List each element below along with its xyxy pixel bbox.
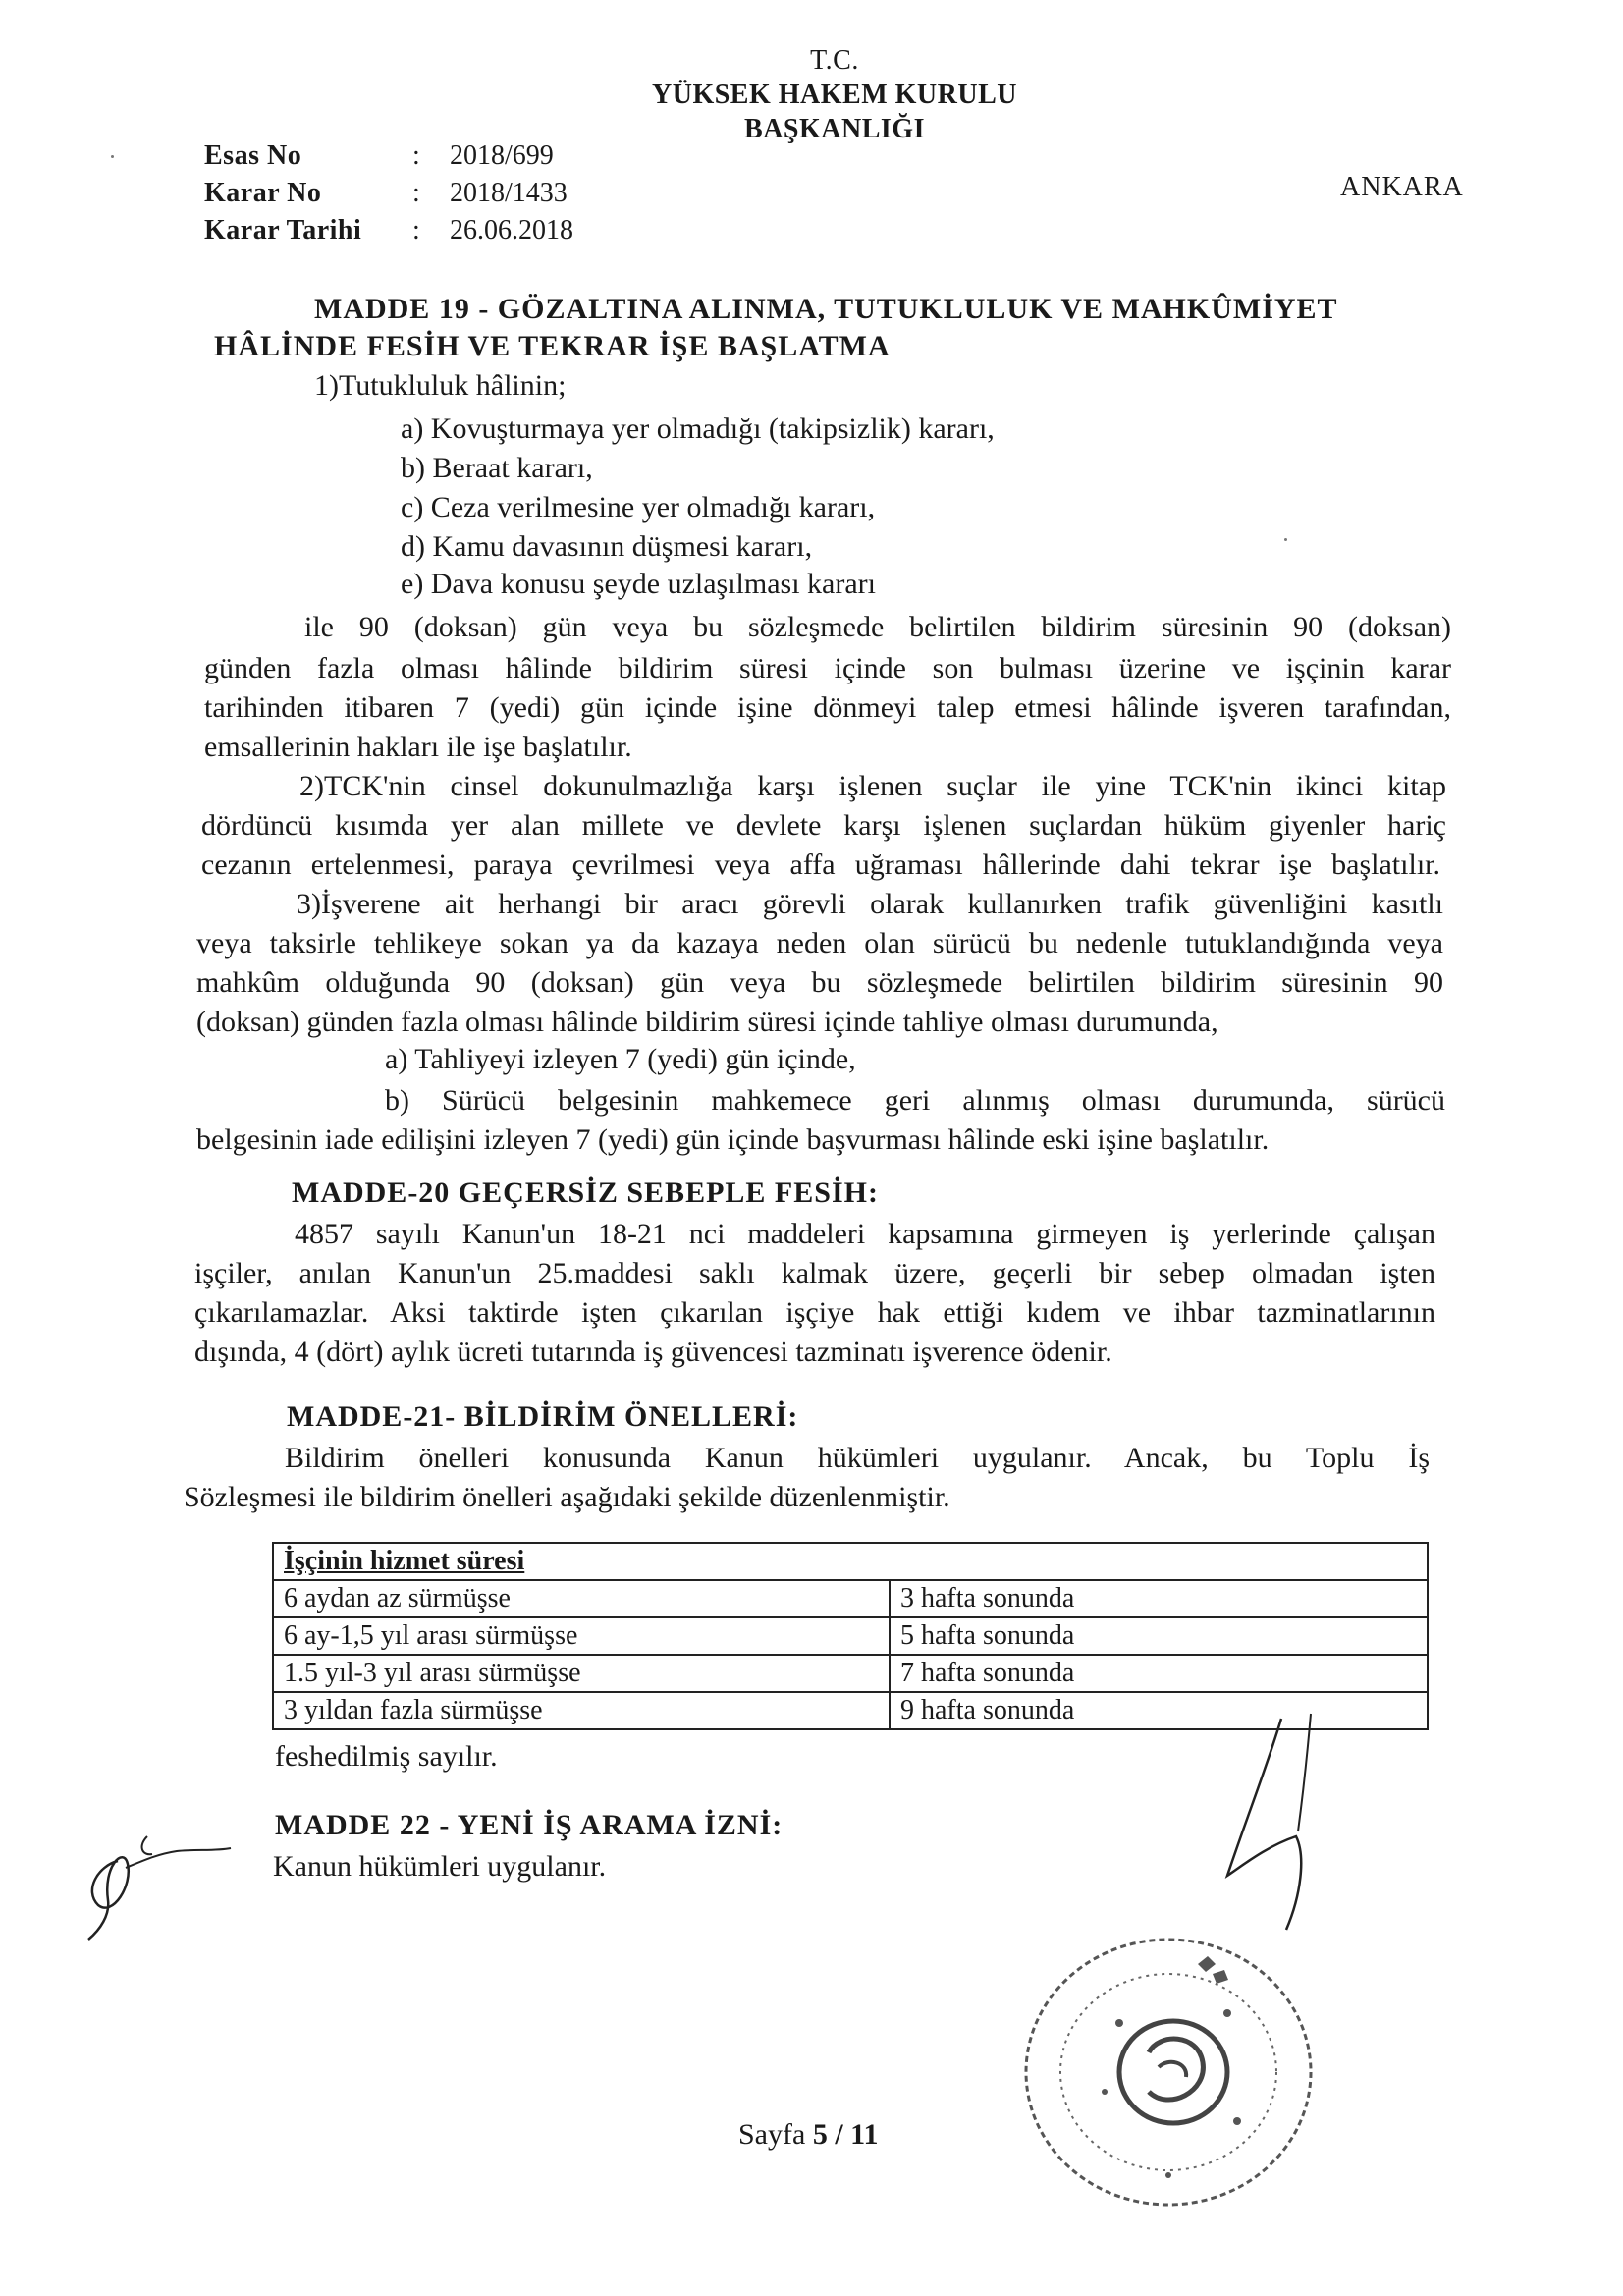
table-row (273, 1580, 1428, 1617)
page-number-prefix: Sayfa (738, 2118, 806, 2151)
madde20-line: işçiler, anılan Kanun'un 25.maddesi saklı kalmak üzere, geçerli bir sebep olmadan işten (194, 1257, 1435, 1289)
madde21-line: Sözleşmesi ile bildirim önelleri aşağıdaki şekilde düzenlenmiştir. (184, 1481, 950, 1513)
header-city: ANKARA (1340, 172, 1464, 202)
table-cell-period: 1.5 yıl-3 yıl arası sürmüşse (273, 1655, 890, 1692)
madde19-p1-intro: 1)Tutukluluk hâlinin; (314, 369, 567, 402)
list-item: b) Beraat kararı, (401, 452, 593, 484)
madde20-line: 4857 sayılı Kanun'un 18-21 nci maddeleri kapsamına girmeyen iş yerlerinde çalışan (295, 1218, 1435, 1250)
header-institution-line2: BAŞKANLIĞI (744, 114, 925, 144)
signature-left-image (59, 1807, 255, 1954)
madde19-p3-item-a: a) Tahliyeyi izleyen 7 (yedi) gün içinde, (385, 1043, 856, 1075)
scan-speck (1284, 538, 1287, 541)
official-seal-image (1011, 1925, 1325, 2219)
table-cell-notice: 5 hafta sonunda (890, 1617, 1428, 1655)
meta-value: 2018/1433 (450, 178, 568, 208)
page-number (738, 2118, 879, 2152)
meta-row-esas: Esas No : 2018/699 (204, 137, 573, 175)
madde19-p1-line: emsallerinin hakları ile işe başlatılır. (204, 731, 632, 763)
list-item: a) Kovuşturmaya yer olmadığı (takipsizlik) kararı, (401, 412, 995, 445)
table-cell-notice: 7 hafta sonunda (890, 1655, 1428, 1692)
meta-label: Esas No (204, 140, 302, 171)
madde19-p2-line: 2)TCK'nin cinsel dokunulmazlığa karşı işlenen suçlar ile yine TCK'nin ikinci kitap (299, 770, 1446, 802)
meta-label: Karar Tarihi (204, 215, 362, 246)
list-item: c) Ceza verilmesine yer olmadığı kararı, (401, 491, 876, 523)
list-item: d) Kamu davasının düşmesi kararı, (401, 530, 813, 563)
madde19-p3-line: (doksan) günden fazla olması hâlinde bildirim süresi içinde tahliye olması durumunda, (196, 1006, 1218, 1038)
madde22-text: Kanun hükümleri uygulanır. (273, 1850, 607, 1883)
table-row (273, 1655, 1428, 1692)
madde21-after-table: feshedilmiş sayılır. (275, 1740, 498, 1773)
header-institution-line1: YÜKSEK HAKEM KURULU (652, 80, 1017, 110)
madde21-line: Bildirim önelleri konusunda Kanun hükümleri uygulanır. Ancak, bu Toplu İş (285, 1442, 1430, 1474)
table-header-row (273, 1543, 1428, 1580)
madde19-p2-line: dördüncü kısımda yer alan millete ve devlete karşı işlenen suçlardan hüküm giyenler hariç (201, 809, 1446, 842)
madde19-p3-item-b-cont: belgesinin iade edilişini izleyen 7 (yedi) gün içinde başvurması hâlinde eski işine başlatılır. (196, 1123, 1270, 1156)
madde19-p3-line: veya taksirle tehlikeye sokan ya da kazaya neden olan sürücü bu nedenle tutuklandığında veya (196, 927, 1443, 959)
table-cell-period: 3 yıldan fazla sürmüşse (273, 1692, 890, 1729)
madde19-p1-line: ile 90 (doksan) gün veya bu sözleşmede belirtilen bildirim süresinin 90 (doksan) (304, 611, 1451, 643)
madde20-line: dışında, 4 (dört) aylık ücreti tutarında iş güvencesi tazminatı işverence ödenir. (194, 1336, 1112, 1368)
madde19-title-line1: MADDE 19 - GÖZALTINA ALINMA, TUTUKLULUK VE MAHKÛMİYET (314, 293, 1338, 325)
table-cell-notice: 9 hafta sonunda (890, 1692, 1428, 1729)
notice-period-table (272, 1542, 1429, 1730)
madde20-title: MADDE-20 GEÇERSİZ SEBEPLE FESİH: (292, 1176, 879, 1209)
meta-row-tarih: Karar Tarihi : 26.06.2018 (204, 212, 573, 249)
meta-label: Karar No (204, 178, 322, 208)
madde19-p3-item-b: b) Sürücü belgesinin mahkemece geri alınmış olması durumunda, sürücü (385, 1084, 1445, 1117)
madde19-p1-line: günden fazla olması hâlinde bildirim süresi içinde son bulması üzerine ve işçinin karar (204, 652, 1451, 684)
table-cell-period: 6 aydan az sürmüşse (273, 1580, 890, 1617)
madde19-p3-line: 3)İşverene ait herhangi bir aracı görevli olarak kullanırken trafik güvenliğini kasıtlı (297, 888, 1443, 920)
madde19-p1-line: tarihinden itibaren 7 (yedi) gün içinde işine dönmeyi talep etmesi hâlinde işveren tarafından, (204, 691, 1451, 724)
madde21-title: MADDE-21- BİLDİRİM ÖNELLERİ: (287, 1400, 799, 1433)
meta-row-karar: Karar No : 2018/1433 (204, 175, 573, 212)
table-cell-period: 6 ay-1,5 yıl arası sürmüşse (273, 1617, 890, 1655)
meta-value: 26.06.2018 (450, 215, 573, 246)
madde19-p2-line: cezanın ertelenmesi, paraya çevrilmesi veya affa uğraması hâllerinde dahi tekrar işe başlatılır. (201, 848, 1440, 881)
case-meta (204, 137, 573, 249)
meta-value: 2018/699 (450, 140, 554, 171)
madde22-title: MADDE 22 - YENİ İŞ ARAMA İZNİ: (275, 1809, 784, 1841)
madde19-p3-line: mahkûm olduğunda 90 (doksan) gün veya bu sözleşmede belirtilen bildirim süresinin 90 (196, 966, 1443, 999)
madde19-title-line2: HÂLİNDE FESİH VE TEKRAR İŞE BAŞLATMA (214, 330, 891, 362)
scan-speck (111, 155, 114, 158)
signature-right-image (1188, 1709, 1345, 1944)
list-item: e) Dava konusu şeyde uzlaşılması kararı (401, 568, 876, 600)
madde20-line: çıkarılamazlar. Aksi taktirde işten çıkarılan işçiye hak ettiği kıdem ve ihbar tazminatlarının (194, 1296, 1435, 1329)
table-header: İşçinin hizmet süresi (273, 1543, 1428, 1580)
table-row (273, 1617, 1428, 1655)
table-cell-notice: 3 hafta sonunda (890, 1580, 1428, 1617)
header-country: T.C. (810, 45, 859, 76)
page-number-value: 5 / 11 (812, 2118, 879, 2151)
